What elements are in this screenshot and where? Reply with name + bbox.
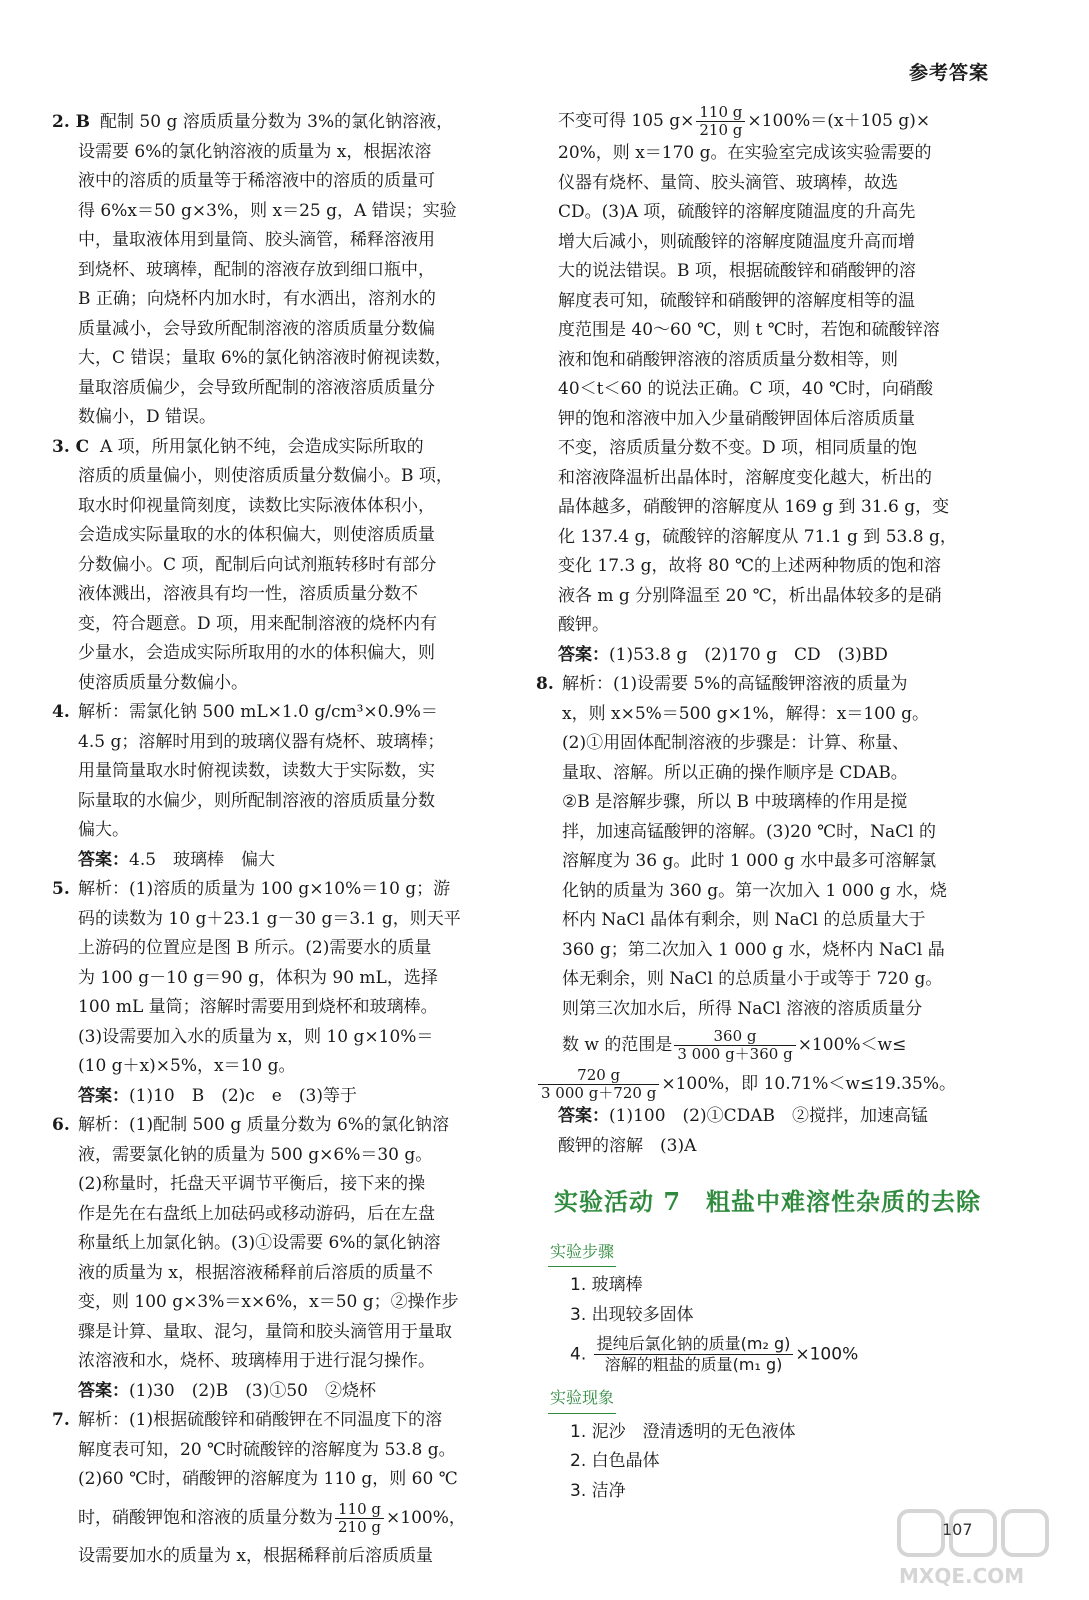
line: (2)称量时，托盘天平调节平衡后，接下来的操 xyxy=(78,1174,426,1194)
line: 量取溶质偏少，会导致所配制的溶液溶质质量分 xyxy=(78,377,435,398)
line: 变，符合题意。D 项，用来配制溶液的烧杯内有 xyxy=(78,613,438,634)
text: 不变可得 105 g× xyxy=(558,111,695,131)
phenomena-heading: 实验现象 xyxy=(548,1383,616,1414)
fraction xyxy=(335,1501,384,1536)
numerator: 360 g xyxy=(674,1028,795,1046)
line: 际量取的水偏少，则所配制溶液的溶质质量分数 xyxy=(78,790,435,811)
step-item: 1. 玻璃棒 xyxy=(570,1275,643,1295)
line: 360 g；第二次加入 1 000 g 水，烧杯内 NaCl 晶 xyxy=(562,939,945,960)
line: 液和饱和硝酸钾溶液的溶质质量分数相等，则 xyxy=(558,349,898,370)
line: 晶体越多，硝酸钾的溶解度从 169 g 到 31.6 g，变 xyxy=(558,497,950,517)
item-number: 7. xyxy=(52,1410,70,1430)
line: 解度表可知，硫酸锌和硝酸钾的溶解度相等的温 xyxy=(558,290,915,311)
line: 增大后减小，则硫酸锌的溶解度随温度升高而增 xyxy=(558,231,915,252)
line: 解析：(1)溶质的质量为 100 g×10%＝10 g；游 xyxy=(78,879,451,899)
denominator: 210 g xyxy=(338,1517,382,1536)
answer-line xyxy=(558,1102,990,1132)
numerator: 720 g xyxy=(538,1067,659,1085)
line: 仪器有烧杯、量筒、胶头滴管、玻璃棒，故选 xyxy=(558,172,898,193)
denominator: 210 g xyxy=(699,121,743,139)
item-number: 8. xyxy=(536,674,554,694)
line: 设需要加水的质量为 x，根据稀释前后溶质质量 xyxy=(78,1545,433,1566)
line: (2)①用固体配制溶液的步骤是：计算、称量、 xyxy=(562,733,910,753)
step-number: 4. xyxy=(570,1344,587,1365)
line: 酸钾的溶解 (3)A xyxy=(558,1135,697,1156)
fraction-line xyxy=(536,1067,990,1102)
line: 骤是计算、量取、混匀，量筒和胶头滴管用于量取 xyxy=(78,1321,452,1342)
line: 液体溅出，溶液具有均一性，溶质质量分数不 xyxy=(78,584,418,604)
denominator: 3 000 g＋360 g xyxy=(677,1045,793,1063)
line: 化 137.4 g，硫酸锌的溶解度从 71.1 g 到 53.8 g， xyxy=(558,526,957,547)
line: 40＜t＜60 的说法正确。C 项，40 ℃时，向硝酸 xyxy=(558,379,933,399)
numerator: 110 g xyxy=(696,104,745,122)
line: 使溶质质量分数偏小。 xyxy=(78,672,248,693)
line: 钾的饱和溶液中加入少量硝酸钾固体后溶质质量 xyxy=(558,408,915,429)
line: 拌，加速高锰酸钾的溶解。(3)20 ℃时，NaCl 的 xyxy=(562,821,936,842)
line: 码的读数为 10 g＋23.1 g－30 g＝3.1 g，则天平 xyxy=(78,908,461,929)
fraction xyxy=(696,104,745,139)
fraction-line xyxy=(78,1501,507,1536)
line: 4.5 g；溶解时用到的玻璃仪器有烧杯、玻璃棒； xyxy=(78,731,445,752)
phenomenon-item: 3. 洁净 xyxy=(570,1480,626,1501)
line: 液各 m g 分别降温至 20 ℃，析出晶体较多的是硝 xyxy=(558,585,942,606)
line: 化钠的质量为 360 g。第一次加入 1 000 g 水，烧 xyxy=(562,880,947,901)
line: 用量筒量取水时俯视读数，读数大于实际数，实 xyxy=(78,761,435,781)
item-body xyxy=(78,108,507,138)
answer-item-6 xyxy=(52,1111,507,1406)
answer-line xyxy=(78,846,507,876)
page-number: 107 xyxy=(942,1520,973,1539)
answer-line xyxy=(558,641,990,671)
section-title: 实验活动 7 粗盐中难溶性杂质的去除 xyxy=(554,1187,982,1216)
line: 变化 17.3 g，故将 80 ℃的上述两种物质的饱和溶 xyxy=(558,556,941,576)
answer-item-3 xyxy=(52,433,507,699)
fraction-line xyxy=(562,1028,990,1063)
answer-text: 4.5 玻璃棒 偏大 xyxy=(129,849,276,870)
answer-item-8 xyxy=(536,670,990,1102)
line: 上游码的位置应是图 B 所示。(2)需要水的质量 xyxy=(78,938,432,958)
item-number: 6. xyxy=(52,1115,70,1135)
line: 偏大。 xyxy=(78,820,129,840)
line: 解析：(1)配制 500 g 质量分数为 6%的氯化钠溶 xyxy=(78,1115,449,1135)
line: 少量水，会造成实际所取用的水的体积偏大，则 xyxy=(78,643,435,663)
line: 中，量取液体用到量筒、胶头滴管，稀释溶液用 xyxy=(78,230,435,250)
answer-label: 答案： xyxy=(558,644,609,665)
line: 解度表可知，20 ℃时硫酸锌的溶解度为 53.8 g。 xyxy=(78,1439,456,1460)
line: 取水时仰视量筒刻度，读数比实际液体体积小， xyxy=(78,495,435,516)
answer-item-7 xyxy=(52,1406,507,1571)
steps-heading: 实验步骤 xyxy=(548,1237,616,1268)
line: 不变，溶质质量分数不变。D 项，相同质量的饱 xyxy=(558,438,918,458)
line: 溶质的质量偏小，则使溶质质量分数偏小。B 项， xyxy=(78,466,453,486)
line: A 项，所用氯化钠不纯，会造成实际所取的 xyxy=(100,436,424,457)
text: 时，硝酸钾饱和溶液的质量分数为 xyxy=(78,1507,333,1528)
page-header-title: 参考答案 xyxy=(908,62,989,84)
phenomenon-item: 1. 泥沙 澄清透明的无色液体 xyxy=(570,1421,796,1442)
line: 解析：需氯化钠 500 mL×1.0 g/cm³×0.9%＝ xyxy=(78,702,438,722)
answer-line xyxy=(78,1082,507,1112)
denominator: 溶解的粗盐的质量(m₁ g) xyxy=(604,1355,783,1374)
answer-item-2 xyxy=(52,108,507,433)
numerator: 110 g xyxy=(335,1501,384,1519)
line: 量取、溶解。所以正确的操作顺序是 CDAB。 xyxy=(562,762,908,783)
line: 称量纸上加氯化钠。(3)①设需要 6%的氯化钠溶 xyxy=(78,1233,441,1253)
answer-text: (1)30 (2)B (3)①50 ②烧杯 xyxy=(129,1380,376,1401)
line: 液的质量为 x，根据溶液稀释前后溶质的质量不 xyxy=(78,1262,433,1283)
line: 大的说法错误。B 项，根据硫酸锌和硝酸钾的溶 xyxy=(558,261,916,281)
line: 溶解度为 36 g。此时 1 000 g 水中最多可溶解氯 xyxy=(562,851,937,871)
line: 杯内 NaCl 晶体有剩余，则 NaCl 的总质量大于 xyxy=(562,910,926,930)
answer-label: 答案： xyxy=(78,849,129,870)
line: 浓溶液和水，烧杯、玻璃棒用于进行混匀操作。 xyxy=(78,1351,435,1371)
text: ×100%， xyxy=(386,1507,466,1528)
phenomenon-item: 2. 白色晶体 xyxy=(570,1451,660,1471)
line: ②B 是溶解步骤，所以 B 中玻璃棒的作用是搅 xyxy=(562,792,908,812)
line: 配制 50 g 溶质质量分数为 3%的氯化钠溶液， xyxy=(100,112,454,132)
answer-item-4 xyxy=(52,698,507,875)
line: 到烧杯、玻璃棒，配制的溶液存放到细口瓶中， xyxy=(78,259,435,280)
line: 则第三次加水后，所得 NaCl 溶液的溶质质量分 xyxy=(562,998,923,1019)
step-item: 3. 出现较多固体 xyxy=(570,1304,694,1325)
item-number: 4. xyxy=(52,702,70,722)
item-body xyxy=(78,433,507,463)
line: 设需要 6%的氯化钠溶液的质量为 x，根据浓溶 xyxy=(78,141,432,162)
item-number: 5. xyxy=(52,879,70,899)
line: B 正确；向烧杯内加水时，有水洒出，溶剂水的 xyxy=(78,289,436,309)
line: 体无剩余，则 NaCl 的总质量小于或等于 720 g。 xyxy=(562,969,943,989)
line: 得 6%x＝50 g×3%，则 x＝25 g，A 错误；实验 xyxy=(78,200,457,221)
line: 液，需要氯化钠的质量为 500 g×6%＝30 g。 xyxy=(78,1144,433,1165)
line: 20%，则 x＝170 g。在实验室完成该实验需要的 xyxy=(558,143,932,163)
answer-label: 答案： xyxy=(558,1106,609,1126)
line: (3)设需要加入水的质量为 x，则 10 g×10%＝ xyxy=(78,1026,434,1047)
line: 大，C 错误；量取 6%的氯化钠溶液时俯视读数， xyxy=(78,348,452,368)
item-number: 3. C xyxy=(52,436,90,457)
line: (10 g＋x)×5%，x＝10 g。 xyxy=(78,1056,296,1076)
answer-label: 答案： xyxy=(78,1085,129,1106)
text: ×100% xyxy=(795,1344,859,1365)
line: 质量减小，会导致所配制溶液的溶质质量分数偏 xyxy=(78,318,435,339)
denominator: 3 000 g＋720 g xyxy=(541,1084,657,1102)
line: 和溶液降温析出晶体时，溶解度变化越大，析出的 xyxy=(558,467,932,488)
answer-text: (1)10 B (2)c e (3)等于 xyxy=(129,1085,357,1106)
line: 解析：(1)根据硫酸锌和硝酸钾在不同温度下的溶 xyxy=(78,1410,443,1430)
fraction xyxy=(594,1334,794,1375)
text: ×100%，即 10.71%＜w≤19.35%。 xyxy=(661,1074,957,1094)
step-item-4 xyxy=(558,1334,990,1375)
line: 酸钾。 xyxy=(558,615,609,635)
item-number: 2. B xyxy=(52,112,91,132)
right-column xyxy=(536,103,990,1506)
text: 数 w 的范围是 xyxy=(562,1035,673,1055)
line: 为 100 g－10 g＝90 g，体积为 90 mL，选择 xyxy=(78,967,438,988)
line: 分数偏小。C 项，配制后向试剂瓶转移时有部分 xyxy=(78,554,437,575)
numerator: 提纯后氯化钠的质量(m₂ g) xyxy=(594,1334,794,1355)
answer-text: (1)100 (2)①CDAB ②搅拌，加速高锰 xyxy=(609,1106,929,1126)
text: ×100%＜w≤ xyxy=(797,1035,907,1055)
line: CD。(3)A 项，硫酸锌的溶解度随温度的升高先 xyxy=(558,202,916,222)
line: 数偏小，D 错误。 xyxy=(78,407,217,427)
line: 会造成实际量取的水的体积偏大，则使溶质质量 xyxy=(78,525,435,545)
answer-text: (1)53.8 g (2)170 g CD (3)BD xyxy=(609,644,888,665)
fraction xyxy=(538,1067,659,1102)
line: 作是先在右盘纸上加砝码或移动游码，后在左盘 xyxy=(78,1203,435,1224)
answer-label: 答案： xyxy=(78,1380,129,1401)
watermark-text: MXQE.COM xyxy=(899,1564,1025,1588)
line: 解析：(1)设需要 5%的高锰酸钾溶液的质量为 xyxy=(562,674,908,694)
left-column xyxy=(52,108,507,1571)
answer-item-5 xyxy=(52,875,507,1111)
line: 变，则 100 g×3%＝x×6%，x＝50 g；②操作步 xyxy=(78,1292,459,1312)
line: 度范围是 40～60 ℃，则 t ℃时，若饱和硫酸锌溶 xyxy=(558,320,940,340)
fraction-line xyxy=(558,104,990,139)
line: 液中的溶质的质量等于稀溶液中的溶质的质量可 xyxy=(78,171,435,191)
line: (2)60 ℃时，硝酸钾的溶解度为 110 g，则 60 ℃ xyxy=(78,1469,458,1489)
fraction xyxy=(674,1028,795,1063)
answer-line xyxy=(78,1377,507,1407)
text: ×100%＝(x＋105 g)× xyxy=(747,111,931,131)
line: 100 mL 量筒；溶解时需要用到烧杯和玻璃棒。 xyxy=(78,997,438,1017)
line: x，则 x×5%＝500 g×1%，解得：x＝100 g。 xyxy=(562,703,930,724)
watermark-logo xyxy=(895,1505,1075,1590)
